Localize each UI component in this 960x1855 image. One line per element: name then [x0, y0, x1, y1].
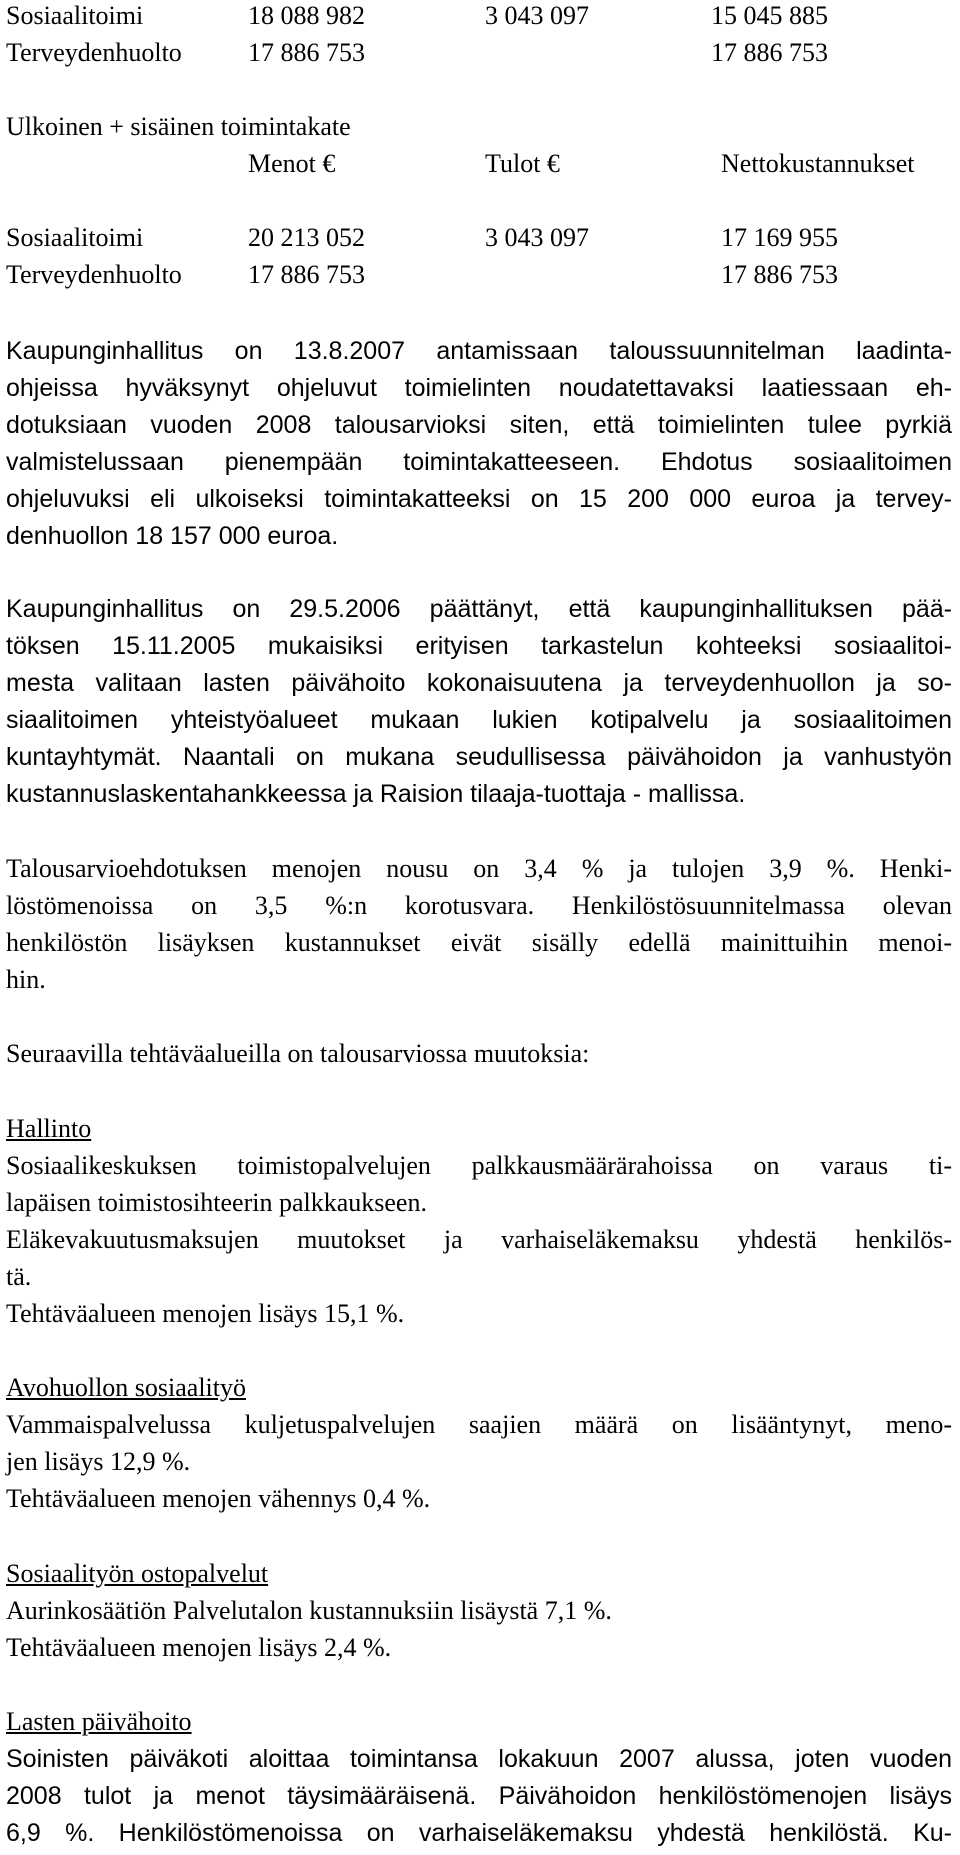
text-line: hin.: [6, 965, 46, 994]
text-line: Tehtäväalueen menojen lisäys 15,1 %.: [6, 1299, 405, 1328]
text-line: siaalitoimen yhteistyöalueet mukaan lukien kotipalvelu ja sosiaalitoimen: [6, 706, 952, 734]
text-line: ohjeissa hyväksynyt ohjeluvut toimielinten noudatettavaksi laatiessaan eh-: [6, 374, 952, 402]
menot-value: 18 088 982: [248, 1, 365, 30]
text-line: henkilöstön lisäyksen kustannukset eivät sisälly edellä mainittuihin menoi-: [6, 928, 952, 957]
text-line: lapäisen toimistosihteerin palkkaukseen.: [6, 1188, 427, 1217]
text-line: Sosiaalikeskuksen toimistopalvelujen palkkausmäärärahoissa on varaus ti-: [6, 1151, 952, 1180]
text-line: Tehtäväalueen menojen lisäys 2,4 %.: [6, 1633, 392, 1662]
text-line: valmistelussaan pienempään toimintakatteeseen. Ehdotus sosiaalitoimen: [6, 448, 952, 476]
text-line: dotuksiaan vuoden 2008 talousarvioksi siten, että toimielinten tulee pyrkiä: [6, 411, 952, 439]
text-line: mesta valitaan lasten päivähoito kokonaisuutena ja terveydenhuollon ja so-: [6, 669, 952, 697]
text-line: Kaupunginhallitus on 29.5.2006 päättänyt, että kaupunginhallituksen pää-: [6, 595, 952, 623]
section-heading: Sosiaalityön ostopalvelut: [6, 1559, 269, 1588]
row-label: Sosiaalitoimi: [6, 1, 144, 30]
menot-value: 17 886 753: [248, 260, 365, 289]
text-line: 2008 tulot ja menot täysimääräisenä. Päivähoidon henkilöstömenojen lisäys: [6, 1782, 952, 1810]
text-line: 6,9 %. Henkilöstömenoissa on varhaiseläkemaksu yhdestä henkilöstä. Ku-: [6, 1819, 952, 1847]
text-line: tä.: [6, 1262, 32, 1291]
netto-header: Nettokustannukset: [721, 149, 915, 178]
netto-value: 17 886 753: [711, 38, 828, 67]
netto-value: 15 045 885: [711, 1, 828, 30]
tulot-value: 3 043 097: [485, 223, 589, 252]
text-line: Aurinkosäätiön Palvelutalon kustannuksiin lisäystä 7,1 %.: [6, 1596, 612, 1625]
text-line: jen lisäys 12,9 %.: [6, 1447, 191, 1476]
paragraph-muutokset: Seuraavilla tehtäväalueilla on talousarviossa muutoksia:: [6, 1039, 590, 1068]
text-line: kuntayhtymät. Naantali on mukana seudullisessa päivähoidon ja vanhustyön: [6, 743, 952, 771]
text-line: löstömenoissa on 3,5 %:n korotusvara. Henkilöstösuunnitelmassa olevan: [6, 891, 952, 920]
text-line: Talousarvioehdotuksen menojen nousu on 3,4 % ja tulojen 3,9 %. Henki-: [6, 854, 952, 883]
netto-value: 17 886 753: [721, 260, 838, 289]
row-label: Terveydenhuolto: [6, 260, 182, 289]
row-label: Terveydenhuolto: [6, 38, 182, 67]
text-line: kustannuslaskentahankkeessa ja Raision tilaaja-tuottaja - mallissa.: [6, 780, 746, 808]
netto-value: 17 169 955: [721, 223, 838, 252]
text-line: denhuollon 18 157 000 euroa.: [6, 522, 339, 550]
menot-value: 20 213 052: [248, 223, 365, 252]
section-heading: Avohuollon sosiaalityö: [6, 1373, 247, 1402]
section-heading: Lasten päivähoito: [6, 1707, 192, 1736]
text-line: Eläkevakuutusmaksujen muutokset ja varhaiseläkemaksu yhdestä henkilös-: [6, 1225, 952, 1254]
text-line: ohjeluvuksi eli ulkoiseksi toimintakatteeksi on 15 200 000 euroa ja tervey-: [6, 485, 952, 513]
text-line: Soinisten päiväkoti aloittaa toimintansa lokakuun 2007 alussa, joten vuoden: [6, 1745, 952, 1773]
table2-title: Ulkoinen + sisäinen toimintakate: [6, 112, 351, 141]
text-line: Vammaispalvelussa kuljetuspalvelujen saajien määrä on lisääntynyt, meno-: [6, 1410, 952, 1439]
section-heading: Hallinto: [6, 1114, 92, 1143]
tulot-header: Tulot €: [485, 149, 560, 178]
row-label: Sosiaalitoimi: [6, 223, 144, 252]
tulot-value: 3 043 097: [485, 1, 589, 30]
menot-header: Menot €: [248, 149, 336, 178]
text-line: Kaupunginhallitus on 13.8.2007 antamissaan taloussuunnitelman laadinta-: [6, 337, 952, 365]
text-line: Tehtäväalueen menojen vähennys 0,4 %.: [6, 1484, 431, 1513]
menot-value: 17 886 753: [248, 38, 365, 67]
text-line: töksen 15.11.2005 mukaisiksi erityisen tarkastelun kohteeksi sosiaalitoi-: [6, 632, 952, 660]
